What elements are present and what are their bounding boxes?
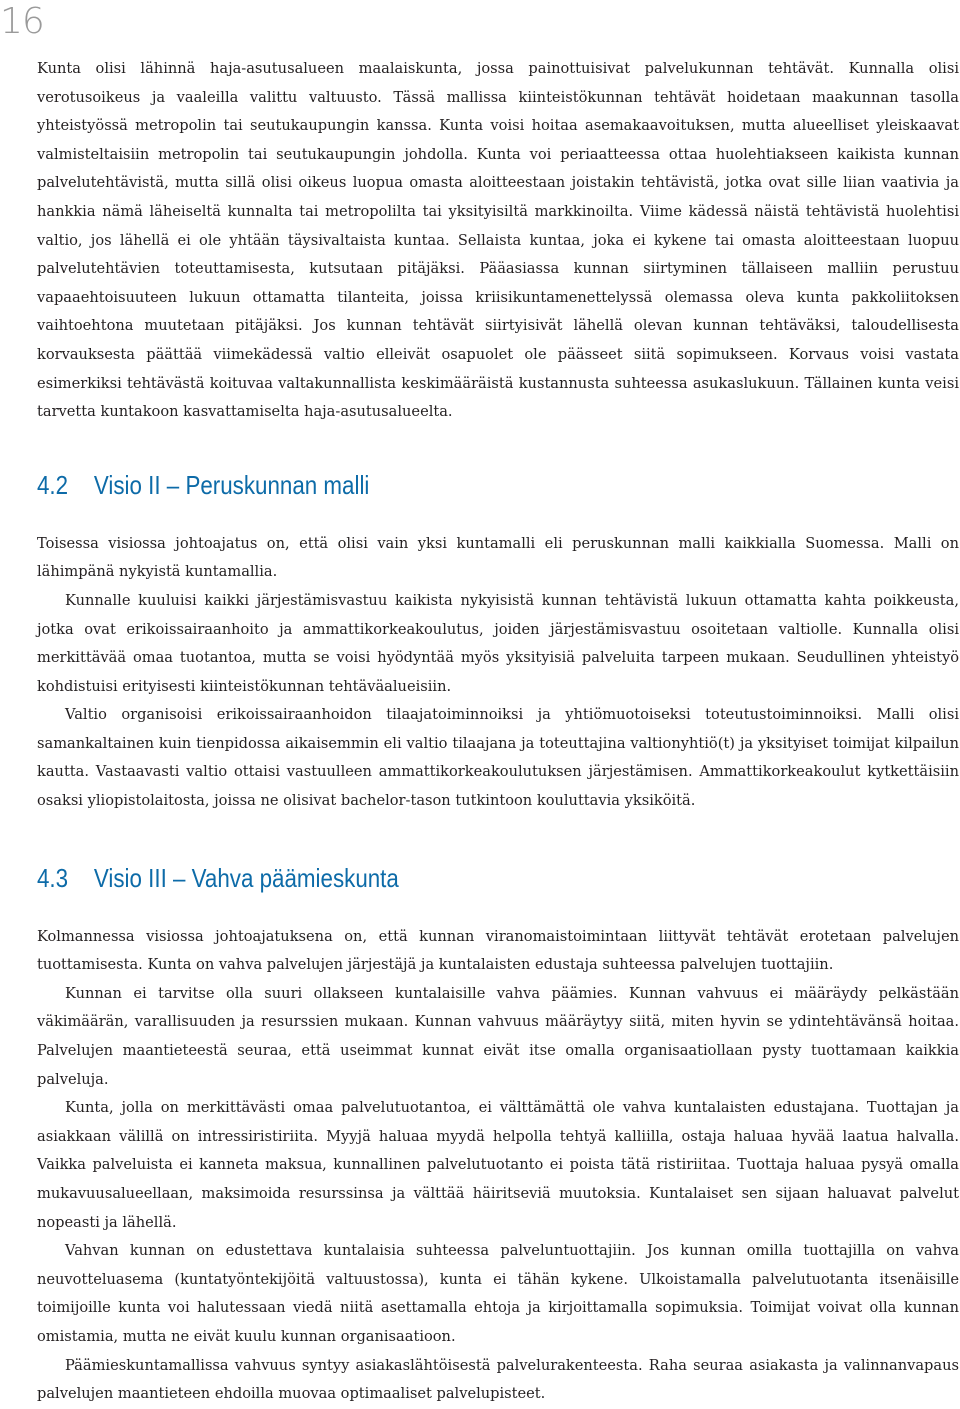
section-number: 4.3 (37, 862, 69, 893)
section-title: Visio II – Peruskunnan malli (93, 469, 370, 500)
section-number: 4.2 (37, 469, 69, 500)
section-4-2-paragraph-1: Toisessa visiossa johtoajatus on, että olisi vain yksi kuntamalli eli peruskunnan malli kaikkialla Suomessa. Malli on lähimpänä nykyistä kuntamallia. (37, 534, 959, 581)
section-4-3-paragraph-3: Kunta, jolla on merkittävästi omaa palvelutuotantoa, ei välttämättä ole vahva kuntalaisten edustajana. Tuottajan ja asiakkaan välillä on intressiristiriita. Myyjä haluaa myydä helpolla tehtyä kalliilla, ostaja haluaa hyvää laatua halvalla. Vaikka palveluista ei kanneta maksua, kunnallinen palvelutuotanto ei poista tätä ristiriitaa. Tuottaja haluaa pysyä omalla mukavuusalueellaan, maksimoida resurssinsa ja välttää häiritseviä muutoksia. Kuntalaiset sen sijaan haluavat palvelut nopeasti ja lähellä. (37, 1099, 959, 1231)
page-number: 16 (0, 1, 44, 42)
section-4-3-paragraph-5: Päämieskuntamallissa vahvuus syntyy asiakaslähtöisestä palvelurakenteesta. Raha seuraa asiakasta ja valinnanvapaus palvelujen maantieteen ehdoilla muovaa optimaaliset palvelupisteet. (37, 1356, 959, 1403)
section-4-1-paragraph-1: Kunta olisi lähinnä haja-asutusalueen maalaiskunta, jossa painottuisivat palvelukunnan tehtävät. Kunnalla olisi verotusoikeus ja vaaleilla valittu valtuusto. Tässä mallissa kiinteistökunnan tehtävät hoidetaan maakunnan tasolla yhteistyössä metropolin tai seutukaupungin kanssa. Kunta voisi hoitaa asemakaavoituksen, mutta alueelliset yleiskaavat valmisteltaisiin metropolin tai seutukaupungin johdolla. Kunta voi periaatteessa ottaa huolehtiakseen kaikista kunnan palvelutehtävistä, mutta sillä olisi oikeus luopua omasta aloitteestaan joistakin tehtävistä, jotka ovat sille liian vaativia ja hankkia nämä läheiseltä kunnalta tai metropolilta tai yksityisiltä markkinoilta. Viime kädessä näistä tehtävistä huolehtisi valtio, jos lähellä ei ole yhtään täysivaltaista kuntaa. Sellaista kuntaa, joka ei kykene tai omasta aloitteestaan luopuu palvelutehtävien toteuttamisesta, kutsutaan pitäjäksi. Pääasiassa kunnan siirtyminen tällaiseen malliin perustuu vapaaehtoisuuteen lukuun ottamatta tilanteita, joissa kriisikuntamenettelyssä olemassa oleva kunta pakkoliitoksen vaihtoehtona muutetaan pitäjäksi. Jos kunnan tehtävät siirtyisivät lähellä olevan kunnan tehtäväksi, taloudellisesta korvauksesta päättää viimekädessä valtio elleivät osapuolet ole päässeet siitä sopimukseen. Korvaus voisi vastata esimerkiksi tehtävästä koituvaa valtakunnallista keskimääräistä kustannusta suhteessa asukaslukuun. Tällainen kunta veisi tarvetta kuntakoon kasvattamiselta haja-asutusalueelta. (37, 60, 959, 421)
document-body (37, 55, 959, 1409)
section-4-3-paragraph-4: Vahvan kunnan on edustettava kuntalaisia suhteessa palveluntuottajiin. Jos kunnan omilla tuottajilla on vahva neuvotteluasema (kuntatyöntekijöitä valtuustossa), kunta ei tähän kykene. Ulkoistamalla palvelutuotanta itsenäisille toimijoille kunta voi halutessaan viedä niitä asettamalla ehtoja ja kirjoittamalla sopimuksia. Toimijat voivat olla kunnan omistamia, mutta ne eivät kuulu kunnan organisaatioon. (37, 1242, 959, 1345)
section-heading-4-2 (37, 468, 830, 502)
section-title: Visio III – Vahva päämieskunta (93, 862, 399, 893)
section-heading-4-3 (37, 861, 830, 895)
section-4-2-paragraph-3: Valtio organisoisi erikoissairaanhoidon tilaajatoiminnoiksi ja yhtiömuotoiseksi toteutustoiminnoiksi. Malli olisi samankaltainen kuin tienpidossa aikaisemmin eli valtio tilaajana ja toteuttajina valtionyhtiö(t) ja yksityiset toimijat kilpailun kautta. Vastaavasti valtio ottaisi vastuulleen ammattikorkeakoulutuksen järjestämisen. Ammattikorkeakoulut kytkettäisiin osaksi yliopistolaitosta, joissa ne olisivat bachelor-tason tutkintoon kouluttavia yksiköitä. (37, 706, 959, 810)
section-4-3-paragraph-2: Kunnan ei tarvitse olla suuri ollakseen kuntalaisille vahva päämies. Kunnan vahvuus ei määräydy pelkästään väkimäärän, varallisuuden ja resurssien mukaan. Kunnan vahvuus määräytyy siitä, miten hyvin se ydintehtävänsä hoitaa. Palvelujen maantieteestä seuraa, että useimmat kunnat eivät itse omalla organisaatiollaan pysty tuottamaan kaikkia palveluja. (37, 984, 959, 1088)
section-4-3-paragraph-1: Kolmannessa visiossa johtoajatuksena on, että kunnan viranomaistoimintaan liittyvät tehtävät erotetaan palvelujen tuottamisesta. Kunta on vahva palvelujen järjestäjä ja kuntalaisten edustaja suhteessa palvelujen tuottajiin. (37, 927, 959, 974)
section-4-2-paragraph-2: Kunnalle kuuluisi kaikki järjestämisvastuu kaikista nykyisistä kunnan tehtävistä lukuun ottamatta kahta poikkeusta, jotka ovat erikoissairaanhoito ja ammattikorkeakoulutus, joiden järjestämisvastuu osoitetaan valtiolle. Kunnalla olisi merkittävää omaa tuotantoa, mutta se voisi hyödyntää myös yksityisiä palveluita tarpeen mukaan. Seudullinen yhteistyö kohdistuisi erityisesti kiinteistökunnan tehtäväalueisiin. (37, 591, 959, 695)
